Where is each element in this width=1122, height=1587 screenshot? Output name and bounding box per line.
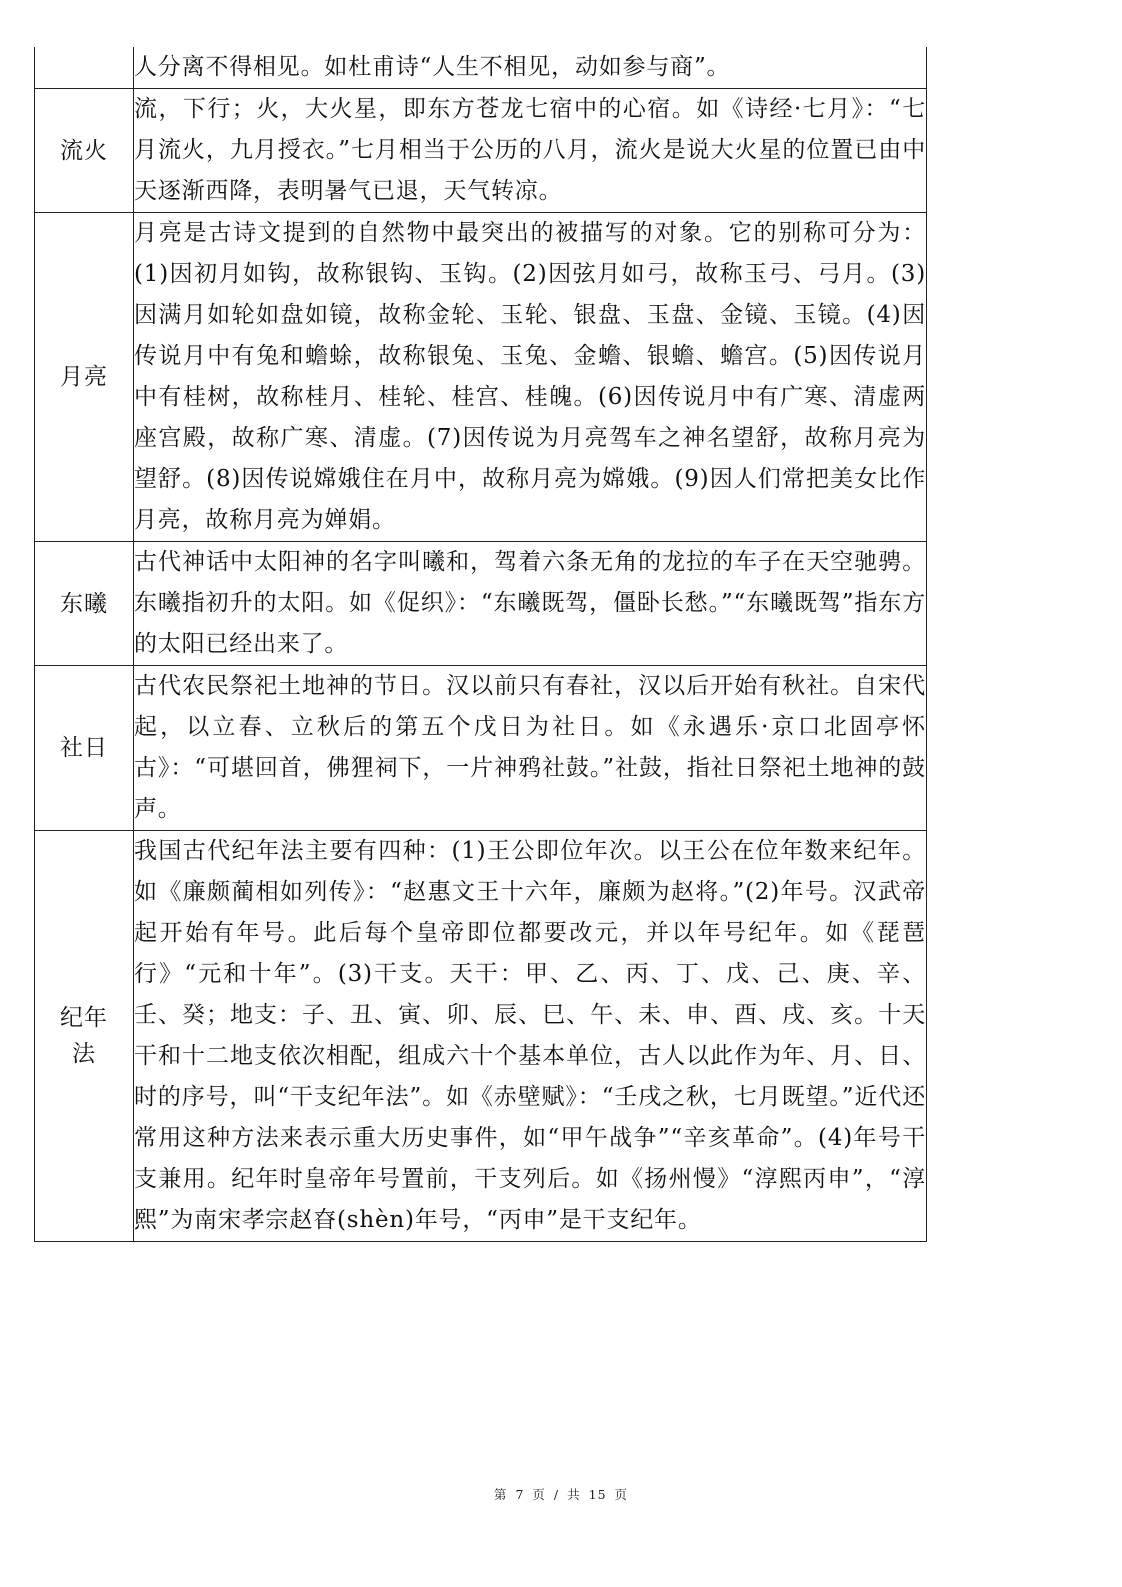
table-row — [35, 666, 927, 831]
table-row — [35, 213, 927, 542]
description-cell: 流，下行；火，大火星，即东方苍龙七宿中的心宿。如《诗经·七月》：“七月流火，九月授衣。”七月相当于公历的八月，流火是说大火星的位置已由中天逐渐西降，表明暑气已退，天气转凉。 — [134, 89, 927, 213]
term-cell: 流火 — [35, 89, 134, 213]
term-cell — [35, 47, 134, 89]
term-cell: 东曦 — [35, 542, 134, 666]
page-number: 7 — [515, 1487, 525, 1502]
footer-prefix: 第 — [493, 1487, 508, 1502]
terms-table — [34, 47, 927, 1242]
description-cell: 我国古代纪年法主要有四种：(1)王公即位年次。以王公在位年数来纪年。如《廉颇蔺相如列传》：“赵惠文王十六年，廉颇为赵将。”(2)年号。汉武帝起开始有年号。此后每个皇帝即位都要改元，并以年号纪年。如《琵琶行》“元和十年”。(3)干支。天干：甲、乙、丙、丁、戊、己、庚、辛、壬、癸；地支：子、丑、寅、卯、辰、巳、午、未、申、酉、戌、亥。十天干和十二地支依次相配，组成六十个基本单位，古人以此作为年、月、日、时的序号，叫“干支纪年法”。如《赤壁赋》：“壬戌之秋，七月既望。”近代还常用这种方法来表示重大历史事件，如“甲午战争”“辛亥革命”。(4)年号干支兼用。纪年时皇帝年号置前，干支列后。如《扬州慢》“淳熙丙申”，“淳熙”为南宋孝宗赵昚(shèn)年号，“丙申”是干支纪年。 — [134, 831, 927, 1242]
description-cell: 月亮是古诗文提到的自然物中最突出的被描写的对象。它的别称可分为：(1)因初月如钩，故称银钩、玉钩。(2)因弦月如弓，故称玉弓、弓月。(3)因满月如轮如盘如镜，故称金轮、玉轮、银盘、玉盘、金镜、玉镜。(4)因传说月中有兔和蟾蜍，故称银兔、玉兔、金蟾、银蟾、蟾宫。(5)因传说月中有桂树，故称桂月、桂轮、桂宫、桂魄。(6)因传说月中有广寒、清虚两座宫殿，故称广寒、清虚。(7)因传说为月亮驾车之神名望舒，故称月亮为望舒。(8)因传说嫦娥住在月中，故称月亮为嫦娥。(9)因人们常把美女比作月亮，故称月亮为婵娟。 — [134, 213, 927, 542]
table-row — [35, 47, 927, 89]
description-cell: 古代农民祭祀土地神的节日。汉以前只有春社，汉以后开始有秋社。自宋代起，以立春、立秋后的第五个戊日为社日。如《永遇乐·京口北固亭怀古》：“可堪回首，佛狸祠下，一片神鸦社鼓。”社鼓，指社日祭祀土地神的鼓声。 — [134, 666, 927, 831]
page-footer — [0, 1485, 1122, 1503]
description-cell: 古代神话中太阳神的名字叫曦和，驾着六条无角的龙拉的车子在天空驰骋。东曦指初升的太阳。如《促织》：“东曦既驾，僵卧长愁。”“东曦既驾”指东方的太阳已经出来了。 — [134, 542, 927, 666]
term-cell — [35, 831, 134, 1242]
footer-total-suffix: 页 — [614, 1487, 629, 1502]
table-row — [35, 89, 927, 213]
table-row — [35, 542, 927, 666]
term-cell: 月亮 — [35, 213, 134, 542]
footer-total-prefix: 共 — [567, 1487, 581, 1502]
term-text: 纪年法 — [60, 1005, 108, 1067]
footer-page-word: 页 — [532, 1487, 546, 1502]
term-cell: 社日 — [35, 666, 134, 831]
page-total: 15 — [588, 1487, 607, 1502]
footer-slash: / — [553, 1487, 560, 1502]
table-row — [35, 831, 927, 1242]
description-cell: 人分离不得相见。如杜甫诗“人生不相见，动如参与商”。 — [134, 47, 927, 89]
